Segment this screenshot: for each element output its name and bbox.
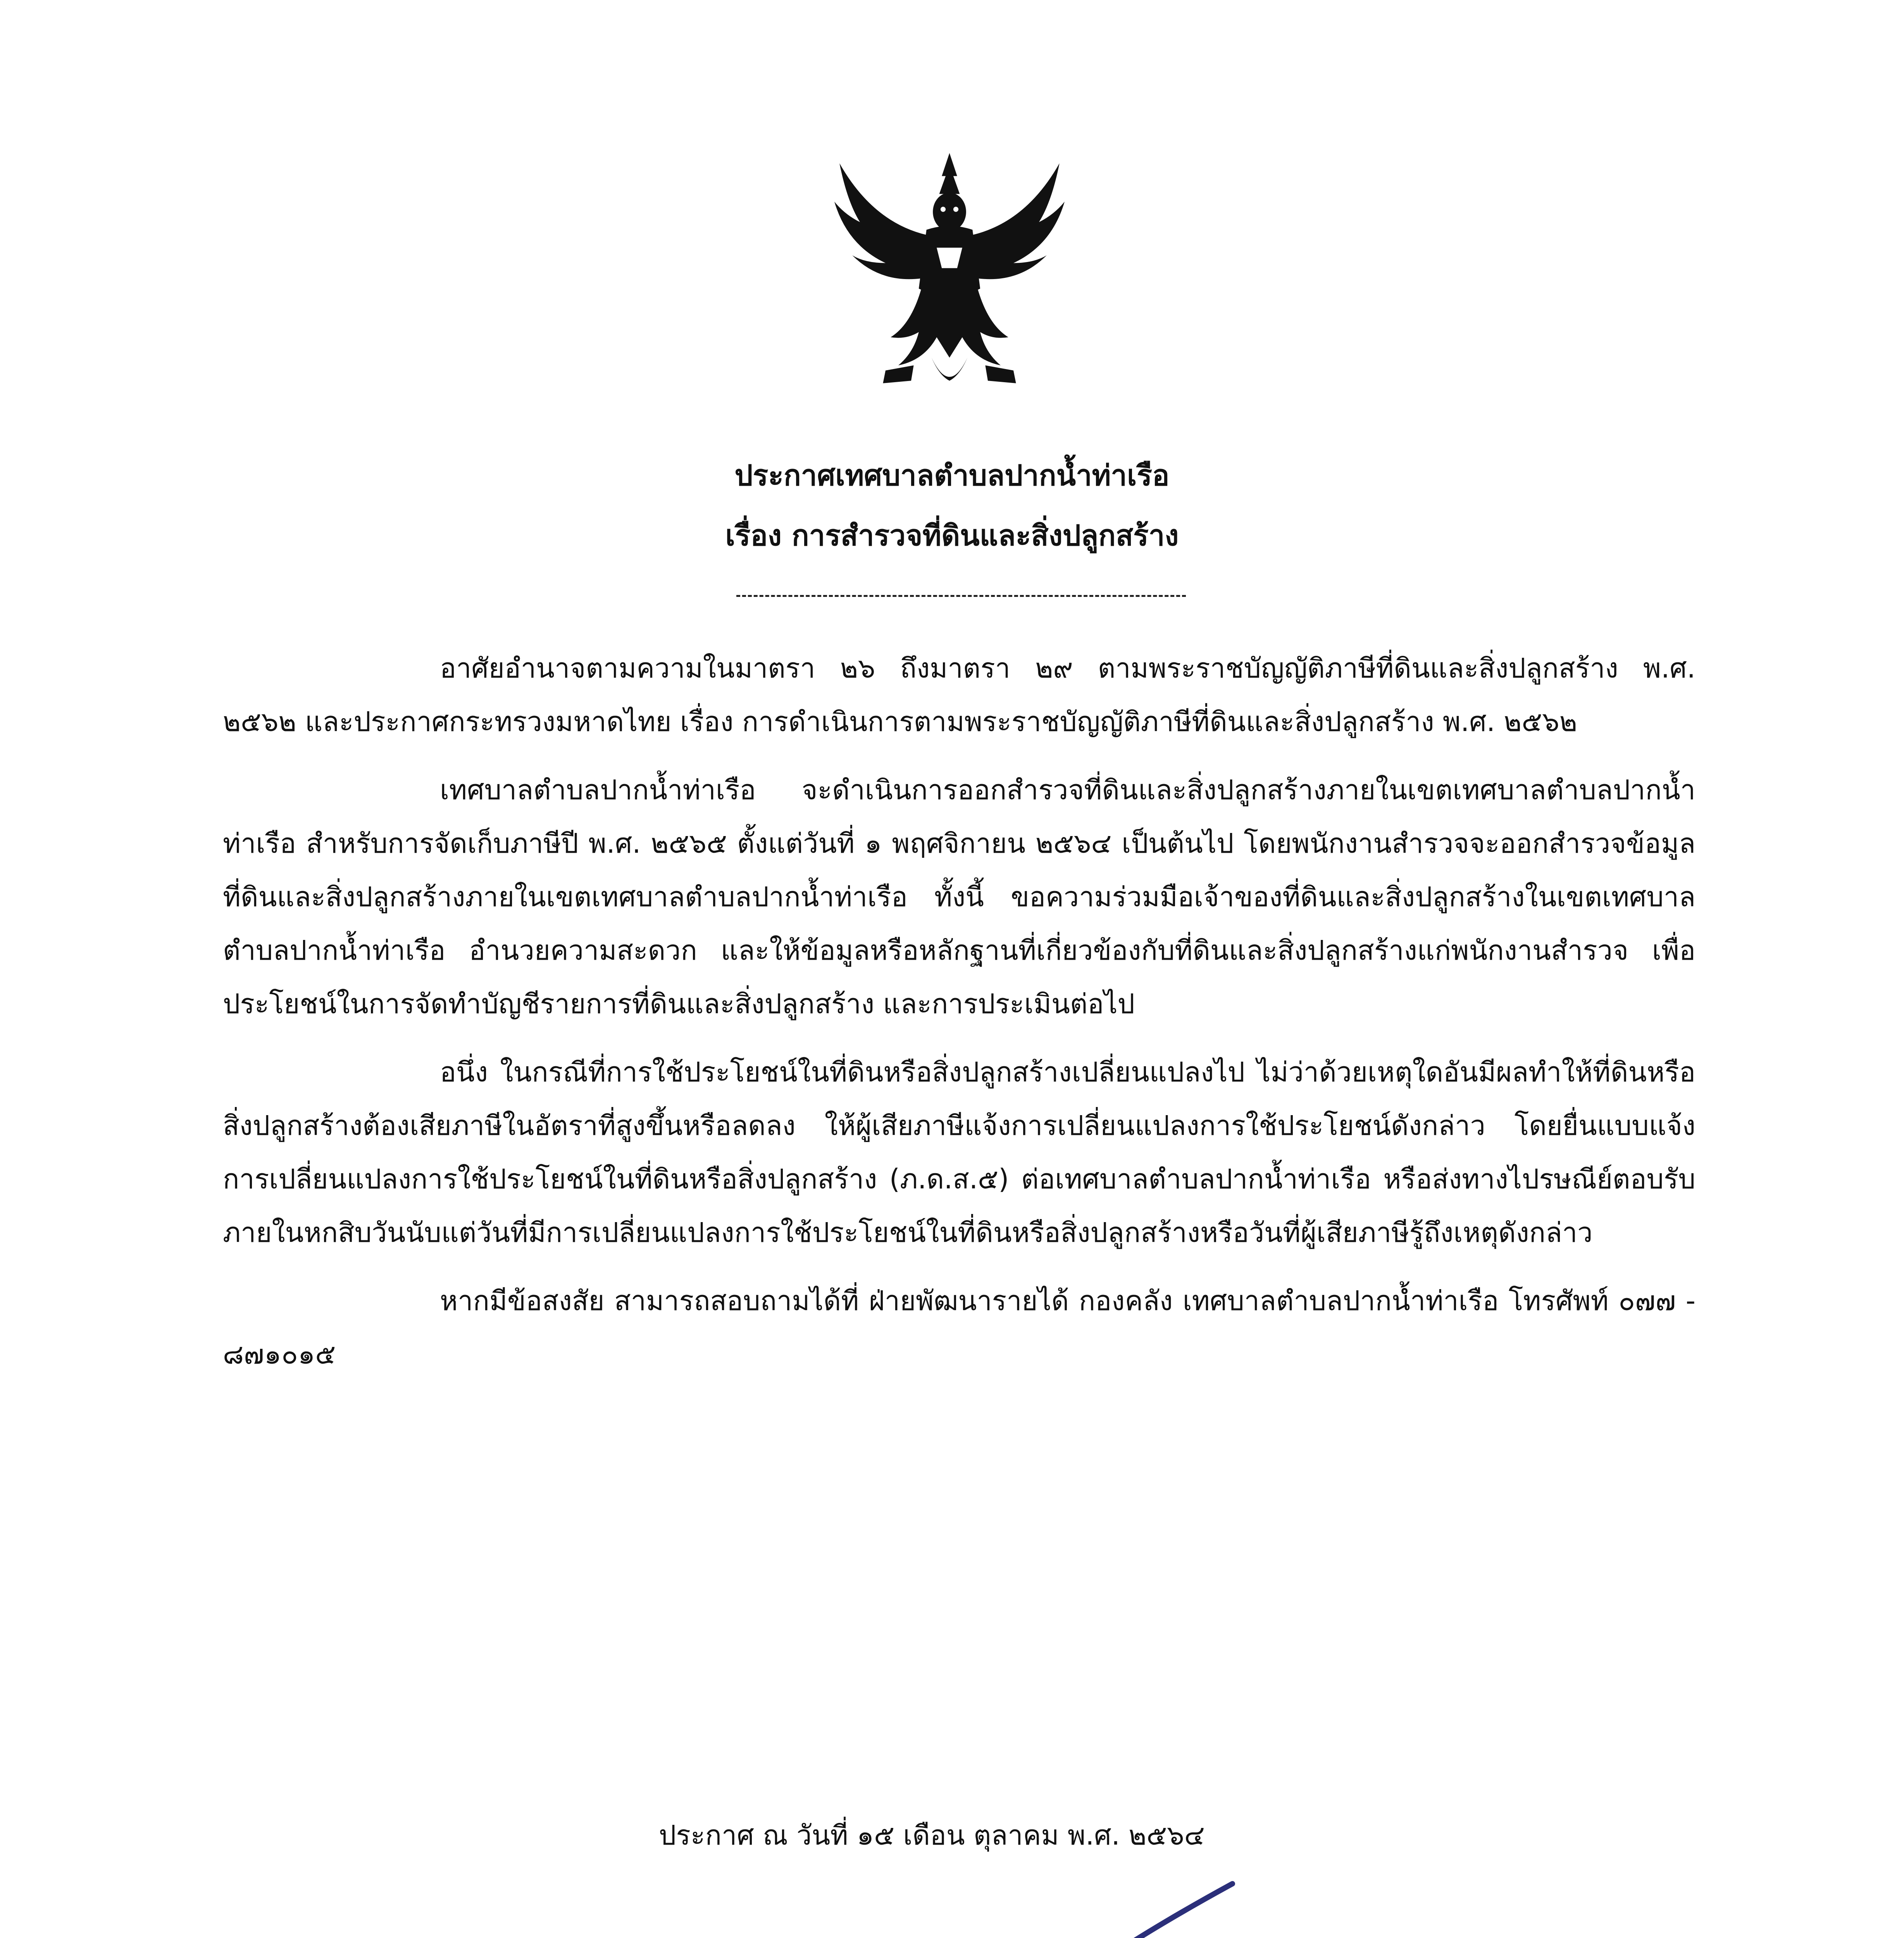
- announcement-title: ประกาศเทศบาลตำบลปากน้ำท่าเรือ: [734, 459, 1170, 492]
- announcement-dateline: ประกาศ ณ วันที่ ๑๕ เดือน ตุลาคม พ.ศ. ๒๕๖๔: [659, 1819, 1205, 1851]
- signature-mark: [829, 1868, 1294, 1938]
- body-paragraph: อนึ่ง ในกรณีที่การใช้ประโยชน์ในที่ดินหรือสิ่งปลูกสร้างเปลี่ยนแปลงไป ไม่ว่าด้วยเหตุใดอันมีผลทำให้ที่ดินหรือสิ่งปลูกสร้างต้องเสียภาษีในอัตราที่สูงขึ้นหรือลดลง ให้ผู้เสียภาษีแจ้งการเปลี่ยนแปลงการใช้ประโยชน์ดังกล่าว โดยยื่นแบบแจ้งการเปลี่ยนแปลงการใช้ประโยชน์ในที่ดินหรือสิ่งปลูกสร้าง (ภ.ด.ส.๕) ต่อเทศบาลตำบลปากน้ำท่าเรือ หรือส่งทางไปรษณีย์ตอบรับภายในหกสิบวันนับแต่วันที่มีการเปลี่ยนแปลงการใช้ประโยชน์ในที่ดินหรือสิ่งปลูกสร้างหรือวันที่ผู้เสียภาษีรู้ถึงเหตุดังกล่าว: [223, 1056, 1696, 1248]
- announcement-subject: เรื่อง การสำรวจที่ดินและสิ่งปลูกสร้าง: [725, 519, 1179, 552]
- announcement-body: [223, 641, 1696, 1396]
- body-paragraph: เทศบาลตำบลปากน้ำท่าเรือ จะดำเนินการออกสำรวจที่ดินและสิ่งปลูกสร้างภายในเขตเทศบาลตำบลปากน้ำท่าเรือ สำหรับการจัดเก็บภาษีปี พ.ศ. ๒๕๖๕ ตั้งแต่วันที่ ๑ พฤศจิกายน ๒๕๖๔ เป็นต้นไป โดยพนักงานสำรวจจะออกสำรวจข้อมูลที่ดินและสิ่งปลูกสร้างภายในเขตเทศบาลตำบลปากน้ำท่าเรือ ทั้งนี้ ขอความร่วมมือเจ้าของที่ดินและสิ่งปลูกสร้างในเขตเทศบาลตำบลปากน้ำท่าเรือ อำนวยความสะดวก และให้ข้อมูลหรือหลักฐานที่เกี่ยวข้องกับที่ดินและสิ่งปลูกสร้างแก่พนักงานสำรวจ เพื่อประโยชน์ในการจัดทำบัญชีรายการที่ดินและสิ่งปลูกสร้าง และการประเมินต่อไป: [223, 774, 1696, 1020]
- garuda-emblem-icon: [822, 143, 1077, 403]
- body-paragraph: หากมีข้อสงสัย สามารถสอบถามได้ที่ ฝ่ายพัฒนารายได้ กองคลัง เทศบาลตำบลปากน้ำท่าเรือ โทรศัพท์ ๐๗๗ - ๘๗๑๐๑๕: [223, 1285, 1696, 1370]
- body-paragraph: อาศัยอำนาจตามความในมาตรา ๒๖ ถึงมาตรา ๒๙ ตามพระราชบัญญัติภาษีที่ดินและสิ่งปลูกสร้าง พ.ศ. ๒๕๖๒ และประกาศกระทรวงมหาดไทย เรื่อง การดำเนินการตามพระราชบัญญัติภาษีที่ดินและสิ่งปลูกสร้าง พ.ศ. ๒๕๖๒: [223, 652, 1696, 738]
- title-divider: [736, 595, 1186, 597]
